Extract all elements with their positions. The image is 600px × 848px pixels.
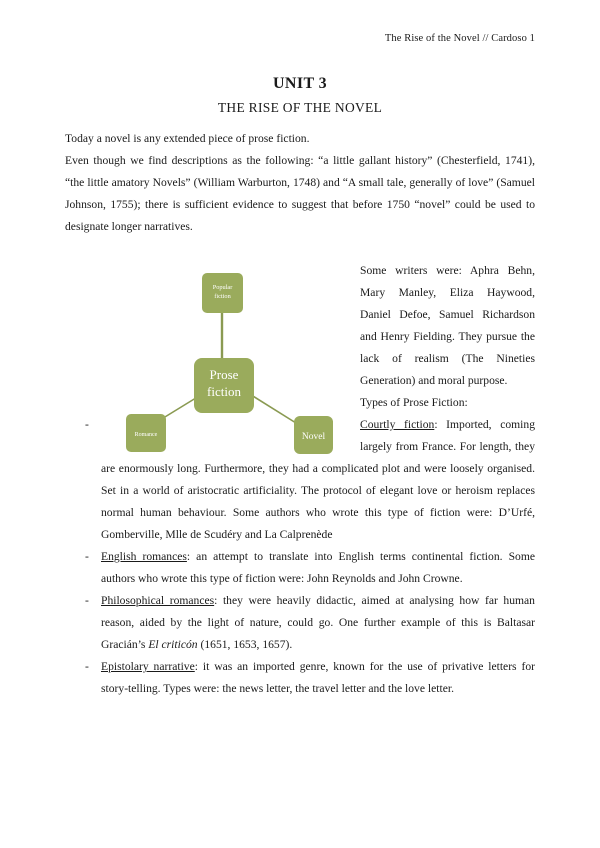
list-bullet-marker: - [85, 418, 89, 431]
list-item-text-before: : they were heavily didactic, aimed at analysing how far human reason, aided by the light of nature, could go. One further example of this is Baltasar Gracián’s [101, 594, 535, 651]
list-item [65, 546, 535, 590]
list-item [65, 590, 535, 656]
list-bullet-marker: - [85, 550, 89, 563]
list-item-term: Courtly fiction [360, 418, 435, 431]
prose-fiction-diagram [118, 268, 353, 460]
paragraph-descriptions: Even though we find descriptions as the following: “a little gallant history” (Chesterfield, 1741), “the little amatory Novels” (William Warburton, 1748) and “A small tale, generally of love” (Samuel Johnson, 1755); there is sufficient evidence to suggest that before 1750 “novel” could be used to designate longer narratives. [65, 154, 535, 233]
running-header: The Rise of the Novel // Cardoso 1 [384, 33, 535, 44]
paragraph-types-heading: Types of Prose Fiction: [360, 396, 468, 409]
list-item-text: : it was an imported genre, known for the use of privative letters for story-telling. Types were: the news letter, the travel letter and the love letter. [101, 660, 535, 695]
node-prose-fiction-label-line2: fiction [207, 384, 241, 399]
list-item [65, 656, 535, 700]
list-item-text-after: (1651, 1653, 1657). [197, 638, 293, 651]
paragraph-definition: Today a novel is any extended piece of prose fiction. [65, 132, 310, 145]
node-prose-fiction-label-line1: Prose [209, 367, 239, 382]
node-romance-label: Romance [134, 432, 158, 438]
connector-center-to-novel [248, 393, 296, 423]
unit-title: UNIT 3 [272, 75, 328, 92]
list-bullet-marker: - [85, 660, 89, 673]
title-block [65, 74, 535, 116]
spacer [65, 238, 535, 260]
node-novel-label: Novel [301, 432, 326, 442]
node-popular-fiction-label-line2: fiction [214, 293, 231, 300]
list-item-text: : Imported, coming largely from France. For length, they are enormously long. Furthermore, they had a complicated plot and were loosely organised. Set in a world of aristocratic artificiality. The protocol of elegant love or heroism replaces normal human behaviour. Some authors who wrote this type of fiction were: D’Urfé, Gomberville, Mlle de Scudéry and La Calprenède [101, 418, 535, 541]
list-item-term: Epistolary narrative [101, 660, 195, 673]
list-item-term: Philosophical romances [101, 594, 215, 607]
list-item-text: : an attempt to translate into English terms continental fiction. Some authors who wrote this type of fiction were: John Reynolds and John Crowne. [101, 550, 535, 585]
node-popular-fiction-label-line1: Popular [212, 284, 233, 291]
paragraph-writers: Some writers were: Aphra Behn, Mary Manley, Eliza Haywood, Daniel Defoe, Samuel Richardson and Henry Fielding. They pursue the lack of realism (The Nineties Generation) and moral purpose. [360, 264, 535, 387]
cited-work-title: El criticón [148, 638, 198, 651]
list-bullet-marker: - [85, 594, 89, 607]
document-subtitle: THE RISE OF THE NOVEL [217, 100, 383, 116]
list-item-term: English romances [101, 550, 187, 563]
